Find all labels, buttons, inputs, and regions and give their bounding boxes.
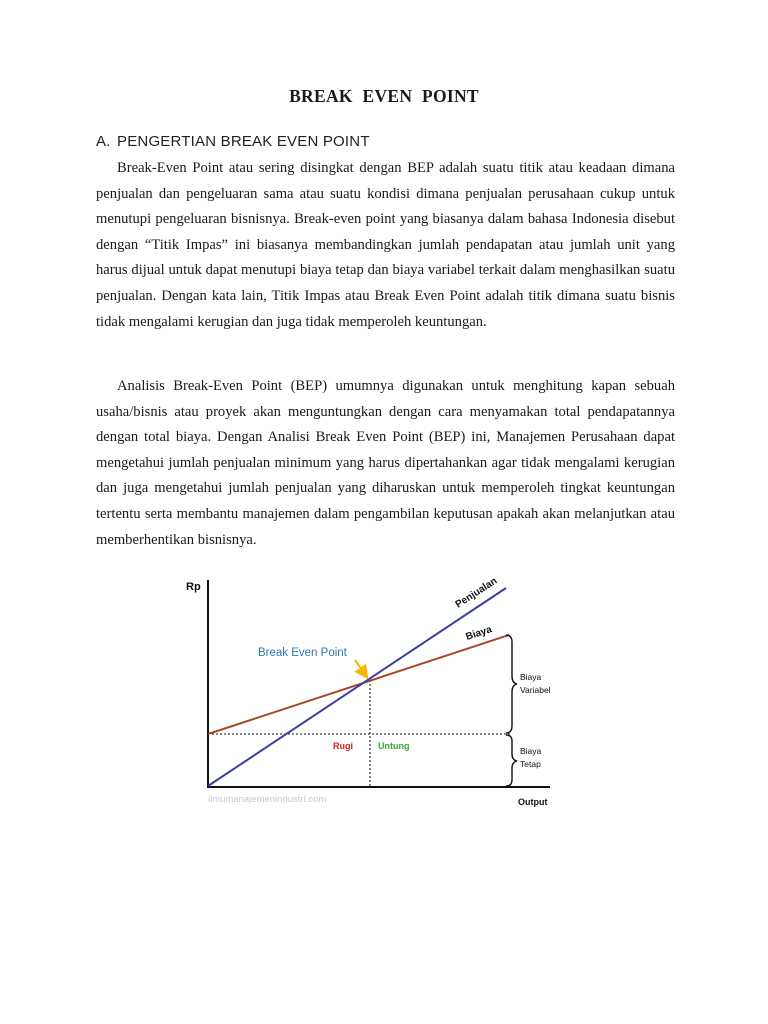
y-axis-label: Rp: [186, 581, 201, 593]
profit-label: Untung: [378, 741, 410, 751]
variable-cost-label-line1: Biaya: [520, 672, 542, 682]
section-heading-text: PENGERTIAN BREAK EVEN POINT: [117, 133, 370, 150]
cost-line-label: Biaya: [464, 624, 494, 643]
paragraph-analysis: Analisis Break-Even Point (BEP) umumnya digunakan untuk menghitung kapan sebuah usaha/bisnis atau proyek akan menguntungkan dengan cara menyamakan total pendapatannya dengan total biaya. Dengan Analisi Break Even Point (BEP) ini, Manajemen Perusahaan dapat mengetahui jumlah penjualan minimum yang harus dipertahankan agar tidak mengalami kerugian dan juga mengetahui jumlah penjualan yang diharuskan untuk memperoleh tingkat keuntungan tertentu serta membantu manajemen dalam pengambilan keputusan apakah akan melanjutkan atau memberhentikan bisnisnya.: [96, 378, 675, 548]
document-title: BREAK EVEN POINT: [289, 86, 479, 106]
variable-cost-label-line2: Variabel: [520, 685, 551, 695]
chart-watermark: ilmumanajemenindustri.com: [208, 794, 327, 805]
loss-label: Rugi: [333, 741, 353, 751]
sales-line-label: Penjualan: [453, 575, 500, 611]
break-even-chart: [180, 572, 560, 822]
cost-line: [208, 635, 509, 734]
variable-cost-brace: [506, 635, 517, 733]
bep-arrow: [355, 660, 366, 676]
section-heading: [96, 133, 370, 150]
fixed-cost-label-line2: Tetap: [520, 759, 541, 769]
section-letter: A.: [96, 133, 111, 150]
x-axis-label: Output: [518, 797, 548, 807]
fixed-cost-brace: [506, 735, 517, 786]
sales-line: [208, 588, 506, 786]
paragraph-definition: Break-Even Point atau sering disingkat dengan BEP adalah suatu titik atau keadaan dimana penjualan dan pengeluaran sama atau suatu kondisi dimana penjualan perusahaan cukup untuk menutupi pengeluaran bisnisnya. Break-even point yang biasanya dalam bahasa Indonesia disebut dengan “Titik Impas” ini biasanya membandingkan jumlah pendapatan atau jumlah unit yang harus dijual untuk dapat menutupi biaya tetap dan biaya variabel terkait dalam menghasilkan suatu penjualan. Dengan kata lain, Titik Impas atau Break Even Point adalah titik dimana suatu bisnis tidak mengalami kerugian dan juga tidak memperoleh keuntungan.: [96, 160, 675, 330]
bep-label: Break Even Point: [258, 647, 347, 659]
fixed-cost-label-line1: Biaya: [520, 746, 542, 756]
break-even-chart-svg: [180, 572, 560, 822]
